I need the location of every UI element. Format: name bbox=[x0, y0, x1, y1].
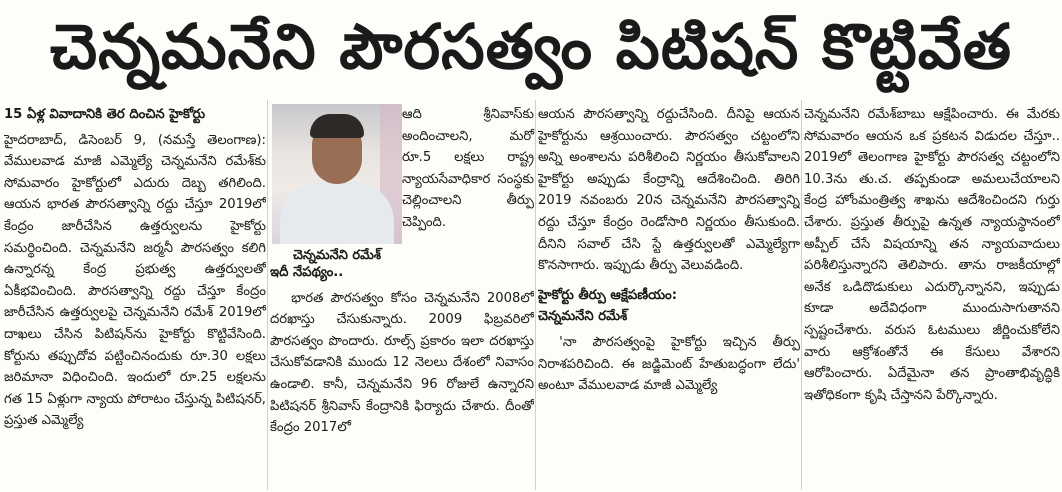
photo-caption: చెన్నమనేని రమేశ్ bbox=[292, 248, 381, 263]
column-1-body: హైదరాబాద్, డిసెంబర్ 9, (నమస్తే తెలంగాణ): వేములవాడ మాజీ ఎమ్మెల్యే చెన్నమనేని రమేశ్‌కు సోమవారం హైకోర్టులో ఎదురు దెబ్బ తగిలింది. ఆయన భారత పౌరసత్వాన్ని రద్దు చేస్తూ 2019లో కేంద్రం జారీచేసిన ఉత్తర్వులను హైకోర్టు సమర్థించింది. చెన్నమనేని జర్మనీ పౌరసత్వం కలిగి ఉన్నారన్న కేంద్ర ప్రభుత్వ ఉత్తర్వులతో ఏకీభవించింది. పౌరసత్వాన్ని రద్దు చేస్తూ కేంద్రం జారీచేసిన ఉత్తర్వులపై చెన్నమనేని రమేశ్ 2019లో దాఖలు చేసిన పిటిషన్‌ను హైకోర్టు కొట్టివేసింది. కోర్టును తప్పుదోవ పట్టించినందుకు రూ.30 లక్షలు జరిమానా విధించింది. ఇందులో రూ.25 లక్షలను గత 15 ఏళ్లుగా న్యాయ పోరాటం చేస్తున్న పిటిషనర్, ప్రస్తుత ఎమ్మెల్యే bbox=[4, 132, 266, 429]
column-1-subheading: 15 ఏళ్ల వివాదానికి తెర దించిన హైకోర్టు bbox=[4, 107, 206, 122]
column-2 bbox=[270, 262, 534, 490]
column-divider bbox=[267, 100, 268, 490]
column-3-subheading-2: చెన్నమనేని రమేశ్ bbox=[538, 309, 628, 325]
column-2-body: భారత పౌరసత్వం కోసం చెన్నమనేని 2008లో దరఖాస్తు చేసుకున్నారు. 2009 ఫిబ్రవరిలో పౌరసత్వం పొందారు. రూల్స్ ప్రకారం ఇలా దరఖాస్తు చేసుకోవడానికి ముందు 12 నెలలు దేశంలో నివాసం ఉండాలి. కానీ, చెన్నమనేని 96 రోజులే ఉన్నారని పిటిషనర్ శ్రీనివాస్ కేంద్రానికి ఫిర్యాదు చేశారు. దీంతో కేంద్రం 2017లో bbox=[270, 290, 534, 436]
column-3 bbox=[538, 104, 800, 490]
column-divider bbox=[535, 100, 536, 490]
column-4-body: చెన్నమనేని రమేశ్‌బాబు ఆక్షేపించారు. ఈ మేరకు సోమవారం ఆయన ఒక ప్రకటన విడుదల చేస్తూ.. 2019లో తెలంగాణ హైకోర్టు పౌరసత్వ చట్టంలోని 10.3ను తు.చ. తప్పకుండా అమలుచేయాలని కేంద్ర హోంమంత్రిత్వ శాఖను ఆదేశించిందని గుర్తు చేశారు. ప్రస్తుత తీర్పుపై ఉన్నత న్యాయస్థానంలో అప్పీల్ చేసే విషయాన్ని తన న్యాయవాదులు పరిశీలిస్తున్నారని తెలిపారు. తాను రాజకీయాల్లో అనేక ఒడిదొడుకులు ఎదుర్కొన్నానని, ఇప్పుడు కూడా అదేవిధంగా ముందుసాగుతానని స్పష్టంచేశారు. వరుస ఓటములు జీర్ణించుకోలేని వారు ఆక్రోశంతోనే ఈ కేసులు వేశారని ఆరోపించారు. ఏదేమైనా తన ప్రాంతాభివృద్ధికి ఇతోధికంగా కృషి చేస్తానని పేర్కొన్నారు. bbox=[804, 107, 1060, 403]
column-1 bbox=[4, 104, 266, 490]
headline: చెన్నమనేని పౌరసత్వం పిటిషన్ కొట్టివేత bbox=[49, 10, 1013, 83]
column-2-top-text: ఆది శ్రీనివాస్‌కు అందించాలని, మరో రూ.5 లక్షలు రాష్ట్ర న్యాయసేవాధికార సంస్థకు చెల్లించాలని తీర్పు చెప్పింది. bbox=[402, 107, 534, 230]
column-3-body: ఆయన పౌరసత్వాన్ని రద్దుచేసింది. దీనిపై ఆయన హైకోర్టును ఆశ్రయించారు. పౌరసత్వం చట్టంలోని అన్ని అంశాలను పరిశీలించి నిర్ణయం తీసుకోవాలని హైకోర్టు అప్పుడు కేంద్రాన్ని ఆదేశించింది. తిరిగి 2019 నవంబరు 20న చెన్నమనేని పౌరసత్వాన్ని రద్దు చేస్తూ కేంద్రం రెండోసారి నిర్ణయం తీసుకుంది. దీనిని సవాల్ చేసి స్టే ఉత్తర్వులతో ఎమ్మెల్యేగా కొనసాగారు. ఇప్పుడు తీర్పు వెలువడింది. bbox=[538, 107, 800, 274]
column-4 bbox=[804, 104, 1060, 490]
column-3-subheading-1: హైకోర్టు తీర్పు ఆక్షేపణీయం: bbox=[538, 287, 678, 303]
portrait-photo bbox=[272, 104, 402, 244]
column-divider bbox=[801, 100, 802, 490]
column-2-top bbox=[402, 104, 534, 234]
column-3-quote: 'నా పౌరసత్వంపై హైకోర్టు ఇచ్చిన తీర్పు నిరాశపరిచింది. ఈ జడ్జిమెంట్ హేతుబద్ధంగా లేదు' అంటూ వేములవాడ మాజీ ఎమ్మెల్యే bbox=[538, 334, 800, 394]
column-2-subheading: ఇదీ నేపథ్యం.. bbox=[270, 265, 344, 280]
photo-block bbox=[272, 104, 402, 264]
